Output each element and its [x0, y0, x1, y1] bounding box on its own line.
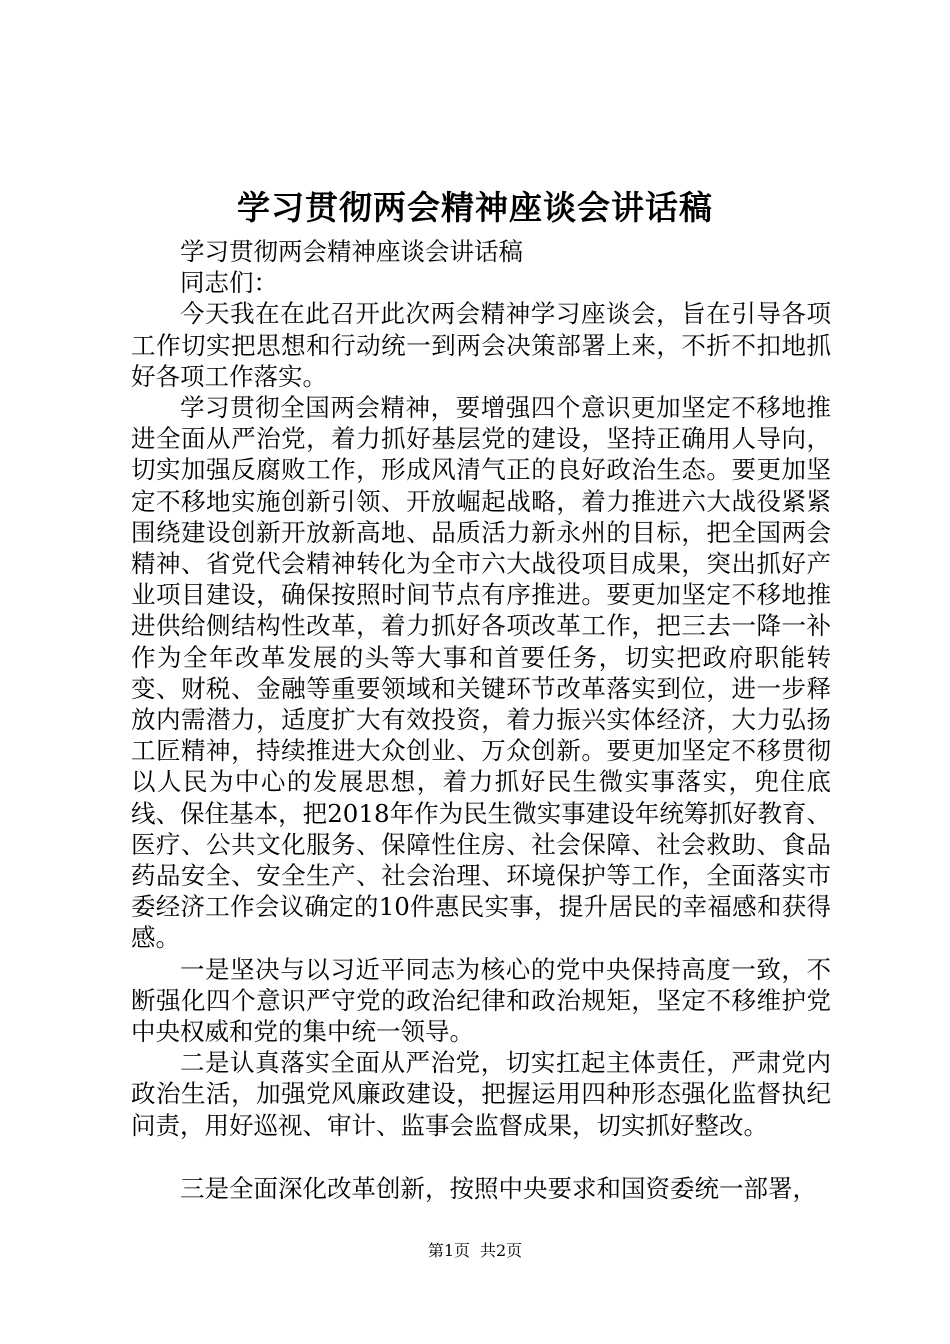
document-body	[131, 236, 831, 1204]
page-number: 第1页	[427, 1241, 470, 1260]
paragraph-main: 学习贯彻全国两会精神，要增强四个意识更加坚定不移地推进全面从严治党，着力抓好基层党的建设，坚持正确用人导向，切实加强反腐败工作，形成风清气正的良好政治生态。要更加坚定不移地实施创新引领、开放崛起战略，着力推进六大战役紧紧围绕建设创新开放新高地、品质活力新永州的目标，把全国两会精神、省党代会精神转化为全市六大战役项目成果，突出抓好产业项目建设，确保按照时间节点有序推进。要更加坚定不移地推进供给侧结构性改革，着力抓好各项改革工作，把三去一降一补作为全年改革发展的头等大事和首要任务，切实把政府职能转变、财税、金融等重要领域和关键环节改革落实到位，进一步释放内需潜力，适度扩大有效投资，着力振兴实体经济，大力弘扬工匠精神，持续推进大众创业、万众创新。要更加坚定不移贯彻以人民为中心的发展思想，着力抓好民生微实事落实，兜住底线、保住基本，把2018年作为民生微实事建设年统筹抓好教育、医疗、公共文化服务、保障性住房、社会保障、社会救助、食品药品安全、安全生产、社会治理、环境保护等工作，全面落实市委经济工作会议确定的10件惠民实事，提升居民的幸福感和获得感。	[131, 393, 831, 953]
paragraph-salutation: 同志们：	[180, 268, 278, 298]
paragraph-intro: 今天我在在此召开此次两会精神学习座谈会，旨在引导各项工作切实把思想和行动统一到两会决策部署上来，不折不扣地抓好各项工作落实。	[131, 299, 831, 391]
paragraph-point-two: 二是认真落实全面从严治党，切实扛起主体责任，严肃党内政治生活，加强党风廉政建设，把握运用四种形态强化监督执纪问责，用好巡视、审计、监事会监督成果，切实抓好整改。	[131, 1048, 831, 1140]
page-footer	[0, 1241, 950, 1261]
paragraph-subtitle: 学习贯彻两会精神座谈会讲话稿	[180, 237, 523, 266]
document-title: 学习贯彻两会精神座谈会讲话稿	[237, 188, 713, 227]
page-count: 共2页	[480, 1241, 523, 1260]
paragraph-point-three: 三是全面深化改革创新，按照中央要求和国资委统一部署，	[180, 1173, 817, 1203]
paragraph-point-one: 一是坚决与以习近平同志为核心的党中央保持高度一致，不断强化四个意识严守党的政治纪律和政治规矩，坚定不移维护党中央权威和党的集中统一领导。	[131, 954, 831, 1047]
